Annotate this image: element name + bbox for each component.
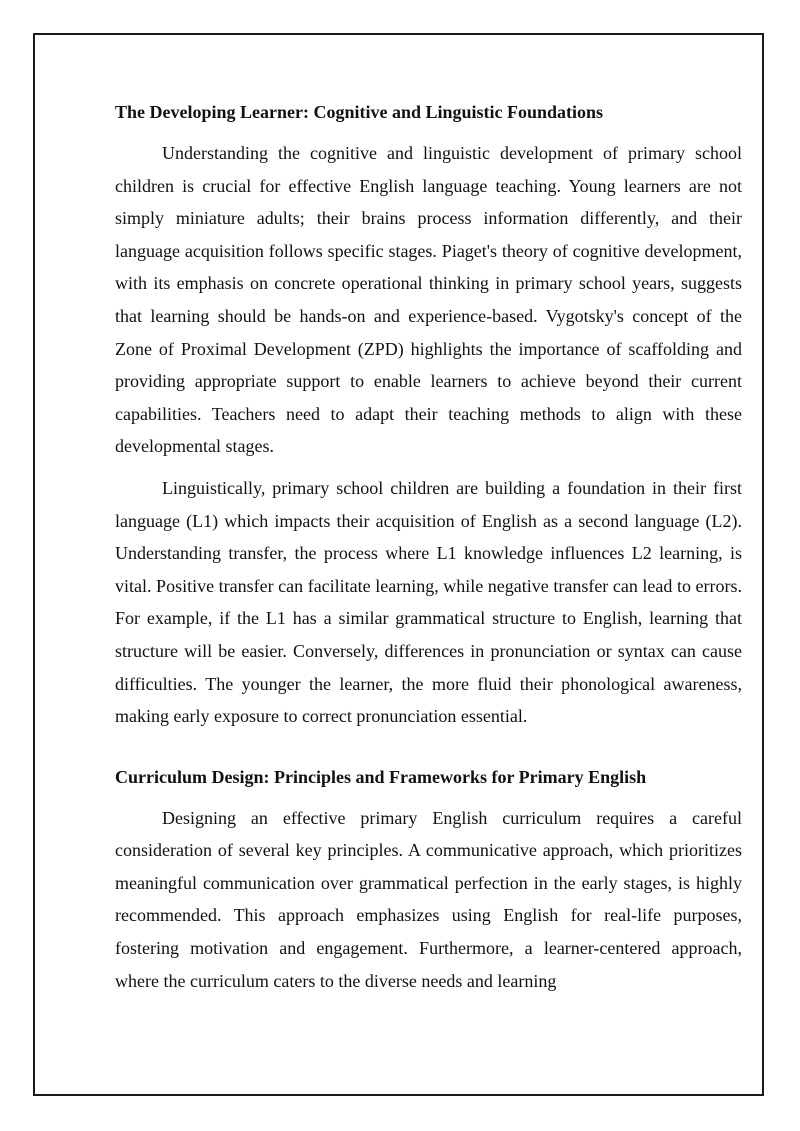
section-heading: Curriculum Design: Principles and Frameworks for Primary English [115,766,647,787]
paragraph: Designing an effective primary English curriculum requires a careful consideration of several key principles. A communicative approach, which prioritizes meaningful communication over grammatical perfection in the early stages, is highly recommended. This approach emphasizes using English for real-life purposes, fostering motivation and engagement. Furthermore, a learner-centered approach, where the curriculum caters to the diverse needs and learning [115,807,742,991]
section-heading: The Developing Learner: Cognitive and Linguistic Foundations [115,102,604,122]
paragraph: Understanding the cognitive and linguistic development of primary school children is crucial for effective English language teaching. Young learners are not simply miniature adults; their brains process information differently, and their language acquisition follows specific stages. Piaget's theory of cognitive development, with its emphasis on concrete operational thinking in primary school years, suggests that learning should be hands-on and experience-based. Vygotsky's concept of the Zone of Proximal Development (ZPD) highlights the importance of scaffolding and providing appropriate support to enable learners to achieve beyond their current capabilities. Teachers need to adapt their teaching methods to align with these developmental stages. [115,143,742,457]
paragraph: Linguistically, primary school children are building a foundation in their first language (L1) which impacts their acquisition of English as a second language (L2). Understanding transfer, the process where L1 knowledge influences L2 learning, is vital. Positive transfer can facilitate learning, while negative transfer can lead to errors. For example, if the L1 has a similar grammatical structure to English, learning that structure will be easier. Conversely, differences in pronunciation or syntax can cause difficulties. The younger the learner, the more fluid their phonological awareness, making early exposure to correct pronunciation essential. [115,477,742,727]
document-body [115,96,742,997]
